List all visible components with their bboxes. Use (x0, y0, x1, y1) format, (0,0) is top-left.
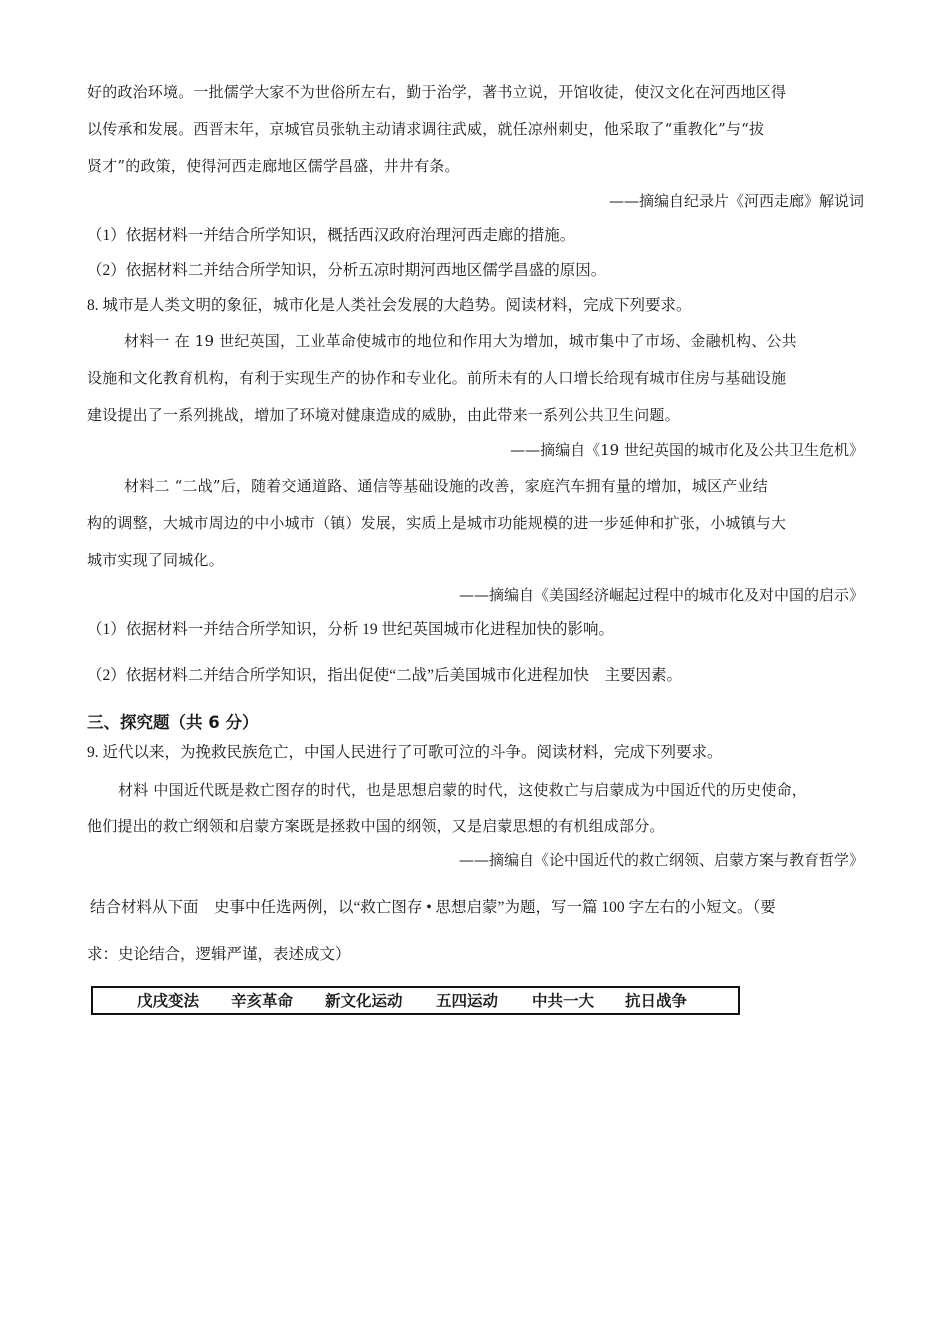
question-9-task: 求：史论结合，逻辑严谨，表述成文） (87, 946, 351, 963)
material-text-line: 构的调整，大城市周边的中小城市（镇）发展，实质上是城市功能规模的进一步延伸和扩张，小城镇与大 (87, 514, 787, 532)
question-8-stem: 8. 城市是人类文明的象征，城市化是人类社会发展的大趋势。阅读材料，完成下列要求。 (87, 297, 692, 314)
event-label: 抗日战争 (625, 991, 688, 1010)
material-text-line: 好的政治环境。一批儒学大家不为世俗所左右，勤于治学，著书立说，开馆收徒，使汉文化在河西地区得 (87, 83, 787, 101)
event-label: 辛亥革命 (231, 991, 294, 1010)
material-text-line: 以传承和发展。西晋末年，京城官员张轨主动请求调往武威，就任凉州刺史，他采取了“重教化”与“拔 (87, 120, 765, 138)
material-text-line: 材料 中国近代既是救亡图存的时代，也是思想启蒙的时代，这使救亡与启蒙成为中国近代的历史使命， (118, 781, 807, 799)
material-text-line: 材料二 “二战”后，随着交通道路、通信等基础设施的改善，家庭汽车拥有量的增加，城区产业结 (124, 477, 768, 495)
question-8-sub-2: （2）依据材料二并结合所学知识，指出促使“二战”后美国城市化进程加快 主要因素。 (87, 667, 683, 684)
question-7-sub-2: （2）依据材料二并结合所学知识，分析五凉时期河西地区儒学昌盛的原因。 (87, 262, 607, 279)
material-text-line: 材料一 在 19 世纪英国，工业革命使城市的地位和作用大为增加，城市集中了市场、金融机构、公共 (124, 332, 797, 350)
material-text-line: 贤才”的政策，使得河西走廊地区儒学昌盛，井井有条。 (87, 157, 460, 175)
event-label: 中共一大 (532, 991, 595, 1010)
material-text-line: 城市实现了同城化。 (87, 551, 224, 569)
event-label: 戊戌变法 (137, 991, 200, 1010)
event-label: 五四运动 (436, 991, 499, 1010)
historical-events-box (91, 986, 740, 1015)
question-9-stem: 9. 近代以来，为挽救民族危亡，中国人民进行了可歌可泣的斗争。阅读材料，完成下列要求。 (87, 744, 723, 761)
material-text-line: 设施和文化教育机构，有利于实现生产的协作和专业化。前所未有的人口增长给现有城市住房与基础设施 (87, 369, 787, 387)
material-text-line: 建设提出了一系列挑战，增加了环境对健康造成的威胁，由此带来一系列公共卫生问题。 (87, 406, 680, 424)
material-text-line: 他们提出的救亡纲领和启蒙方案既是拯救中国的纲领，又是启蒙思想的有机组成部分。 (87, 817, 665, 835)
question-8-sub-1: （1）依据材料一并结合所学知识，分析 19 世纪英国城市化进程加快的影响。 (87, 621, 615, 638)
event-label: 新文化运动 (325, 991, 403, 1010)
material-source: ——摘编自《论中国近代的救亡纲领、启蒙方案与教育哲学》 (458, 851, 864, 869)
material-source: ——摘编自《美国经济崛起过程中的城市化及对中国的启示》 (458, 586, 864, 604)
material-source: ——摘编自《19 世纪英国的城市化及公共卫生危机》 (510, 441, 864, 459)
material-source: ——摘编自纪录片《河西走廊》解说词 (608, 192, 864, 210)
section-heading: 三、探究题（共 6 分） (87, 713, 259, 732)
question-9-task: 结合材料从下面 史事中任选两例，以“救亡图存 • 思想启蒙”为题，写一篇 100 字左右的小短文。（要 (90, 899, 776, 916)
question-7-sub-1: （1）依据材料一并结合所学知识，概括西汉政府治理河西走廊的措施。 (87, 227, 576, 244)
